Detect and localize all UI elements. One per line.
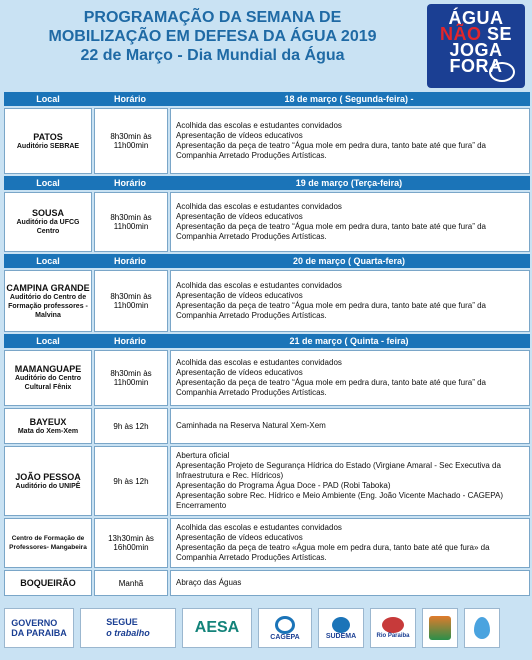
activity-item: Apresentação de vídeos educativos xyxy=(176,368,303,377)
local-column-header: Local xyxy=(36,94,60,104)
title-line-3: 22 de Março - Dia Mundial da Água xyxy=(80,47,345,64)
event-activities xyxy=(170,446,530,516)
local-column-header: Local xyxy=(36,336,60,346)
event-time: 13h30min às 16h00min xyxy=(94,518,168,568)
day-header xyxy=(4,254,530,268)
activity-item: Acolhida das escolas e estudantes convidados xyxy=(176,121,342,130)
segue-line-2: o trabalho xyxy=(106,628,150,638)
event-location xyxy=(4,570,92,596)
activity-item: Encerramento xyxy=(176,501,227,510)
gov-line-2: DA PARAIBA xyxy=(11,628,67,638)
location-name: MAMANGUAPE xyxy=(14,364,82,374)
water-drop-icon xyxy=(474,617,490,639)
event-activities xyxy=(170,108,530,174)
location-name: BAYEUX xyxy=(29,416,67,427)
location-venue: Auditório do UNIPÊ xyxy=(15,482,81,490)
event-time: 9h às 12h xyxy=(94,408,168,444)
activity-item: Apresentação de vídeos educativos xyxy=(176,291,303,300)
location-venue: Auditório do Centro Cultural Fênix xyxy=(14,375,82,391)
badge-line-4: FORA xyxy=(449,56,503,76)
activity-item: Apresentação da peça de teatro «Água mole em pedra dura, tanto bate até que fura» da Companhia Arretado Produções Artísticas. xyxy=(176,543,490,562)
event-activities xyxy=(170,570,530,596)
event-location xyxy=(4,408,92,444)
location-name: JOÃO PESSOA xyxy=(15,471,81,482)
event-location xyxy=(4,446,92,516)
activity-item: Apresentação da peça de teatro “Água mole em pedra dura, tanto bate até que fura” da Companhia Arretado Produções Artísticas. xyxy=(176,378,486,397)
activity-item: Acolhida das escolas e estudantes convidados xyxy=(176,202,342,211)
rio-paraiba-label: Rio Paraiba xyxy=(376,633,410,639)
activity-item: Apresentação sobre Rec. Hídrico e Meio Ambiente (Eng. João Vicente Machado - CAGEPA) xyxy=(176,491,503,500)
badge-nao: NÃO xyxy=(439,24,482,44)
event-location xyxy=(4,192,92,252)
activity-item: Abraço das Águas xyxy=(176,578,242,587)
event-activities xyxy=(170,350,530,406)
event-location xyxy=(4,270,92,332)
location-venue: Auditório do Centro de Formação professores - Malvina xyxy=(8,293,88,319)
location-venue: Auditório SEBRAE xyxy=(16,142,80,150)
event-activities xyxy=(170,270,530,332)
event-activities xyxy=(170,408,530,444)
cagepa-icon xyxy=(275,616,295,634)
local-column-header: Local xyxy=(36,256,60,266)
event-row xyxy=(4,270,530,332)
segue-line-1: SEGUE xyxy=(106,617,138,627)
sudema-label: SUDEMA xyxy=(325,632,357,640)
day-date: 20 de março ( Quarta-fera) xyxy=(292,256,406,266)
event-location xyxy=(4,350,92,406)
activity-item: Apresentação da peça de teatro “Água mole em pedra dura, tanto bate até que fura” da Companhia Arretado Produções Artísticas. xyxy=(176,301,486,320)
location-venue: Auditório da UFCG Centro xyxy=(16,219,80,235)
event-time: 8h30min às 11h00min xyxy=(94,350,168,406)
schedule-table xyxy=(4,92,530,598)
agua-nao-se-joga-fora-logo xyxy=(427,4,525,88)
aesa-logo: AESA xyxy=(182,608,252,648)
day-header xyxy=(4,92,530,106)
title-line-1: PROGRAMAÇÃO DA SEMANA DE xyxy=(83,9,342,26)
rio-paraiba-logo xyxy=(370,608,416,648)
event-time: 8h30min às 11h00min xyxy=(94,270,168,332)
activity-item: Apresentação da peça de teatro “Água mole em pedra dura, tanto bate até que fura” da Companhia Arretado Produções Artísticas. xyxy=(176,222,486,241)
location-name: PATOS xyxy=(33,131,63,142)
event-activities xyxy=(170,192,530,252)
event-time: Manhã xyxy=(94,570,168,596)
horario-column-header: Horário xyxy=(113,256,146,266)
badge-se: SE xyxy=(487,24,513,44)
water-drop-logo xyxy=(464,608,500,648)
event-row xyxy=(4,570,530,596)
event-row xyxy=(4,108,530,174)
activity-item: Acolhida das escolas e estudantes convidados xyxy=(176,523,342,532)
page-title xyxy=(0,8,425,65)
activity-item: Caminhada na Reserva Natural Xem-Xem xyxy=(176,421,326,430)
location-name: BOQUEIRÃO xyxy=(20,578,76,588)
event-location xyxy=(4,518,92,568)
event-time: 9h às 12h xyxy=(94,446,168,516)
event-time: 8h30min às 11h00min xyxy=(94,108,168,174)
event-time: 8h30min às 11h00min xyxy=(94,192,168,252)
day-date: 18 de março ( Segunda-feira) - xyxy=(284,94,414,104)
badge-line-3: JOGA xyxy=(449,40,503,60)
activity-item: Apresentação da peça de teatro “Água mole em pedra dura, tanto bate até que fura” da Companhia Arretado Produções Artísticas. xyxy=(176,141,486,160)
activity-item: Apresentação Projeto de Segurança Hídrica do Estado (Virgiane Amaral - Sec Executiva da Infraestrutura e Rec. Hídricos) xyxy=(176,461,501,480)
day-date: 21 de março ( Quinta - feira) xyxy=(289,336,409,346)
rio-paraiba-icon xyxy=(382,617,404,633)
horario-column-header: Horário xyxy=(113,178,146,188)
event-row xyxy=(4,408,530,444)
gov-line-1: GOVERNO xyxy=(11,618,58,628)
activity-item: Acolhida das escolas e estudantes convidados xyxy=(176,281,342,290)
horario-column-header: Horário xyxy=(113,94,146,104)
activity-item: Apresentação do Programa Água Doce - PAD (Robi Taboka) xyxy=(176,481,391,490)
cagepa-label: CAGEPA xyxy=(270,633,300,641)
activity-item: Apresentação de vídeos educativos xyxy=(176,212,303,221)
day-header xyxy=(4,176,530,190)
title-line-2: MOBILIZAÇÃO EM DEFESA DA ÁGUA 2019 xyxy=(48,28,377,45)
comite-logo xyxy=(422,608,458,648)
location-name: SOUSA xyxy=(31,208,64,218)
event-activities xyxy=(170,518,530,568)
cagepa-logo xyxy=(258,608,312,648)
local-column-header: Local xyxy=(36,178,60,188)
location-venue: Centro de Formação de Professores- Mangabeira xyxy=(9,535,87,551)
comite-icon xyxy=(429,616,451,640)
location-name: CAMPINA GRANDE xyxy=(6,282,90,293)
location-venue: Mata do Xem-Xem xyxy=(17,427,79,435)
activity-item: Abertura oficial xyxy=(176,451,230,460)
segue-o-trabalho-logo xyxy=(80,608,176,648)
drain-icon xyxy=(489,62,515,82)
event-row xyxy=(4,446,530,516)
day-header xyxy=(4,334,530,348)
event-row xyxy=(4,192,530,252)
sudema-logo xyxy=(318,608,364,648)
activity-item: Apresentação de vídeos educativos xyxy=(176,533,303,542)
badge-line-1: ÁGUA xyxy=(448,8,504,28)
activity-item: Acolhida das escolas e estudantes convidados xyxy=(176,358,342,367)
activity-item: Apresentação de vídeos educativos xyxy=(176,131,303,140)
event-row xyxy=(4,350,530,406)
event-row xyxy=(4,518,530,568)
day-date: 19 de março (Terça-feira) xyxy=(295,178,403,188)
sudema-icon xyxy=(332,617,350,633)
horario-column-header: Horário xyxy=(113,336,146,346)
sponsor-logos xyxy=(4,604,528,652)
event-location xyxy=(4,108,92,174)
governo-paraiba-logo xyxy=(4,608,74,648)
